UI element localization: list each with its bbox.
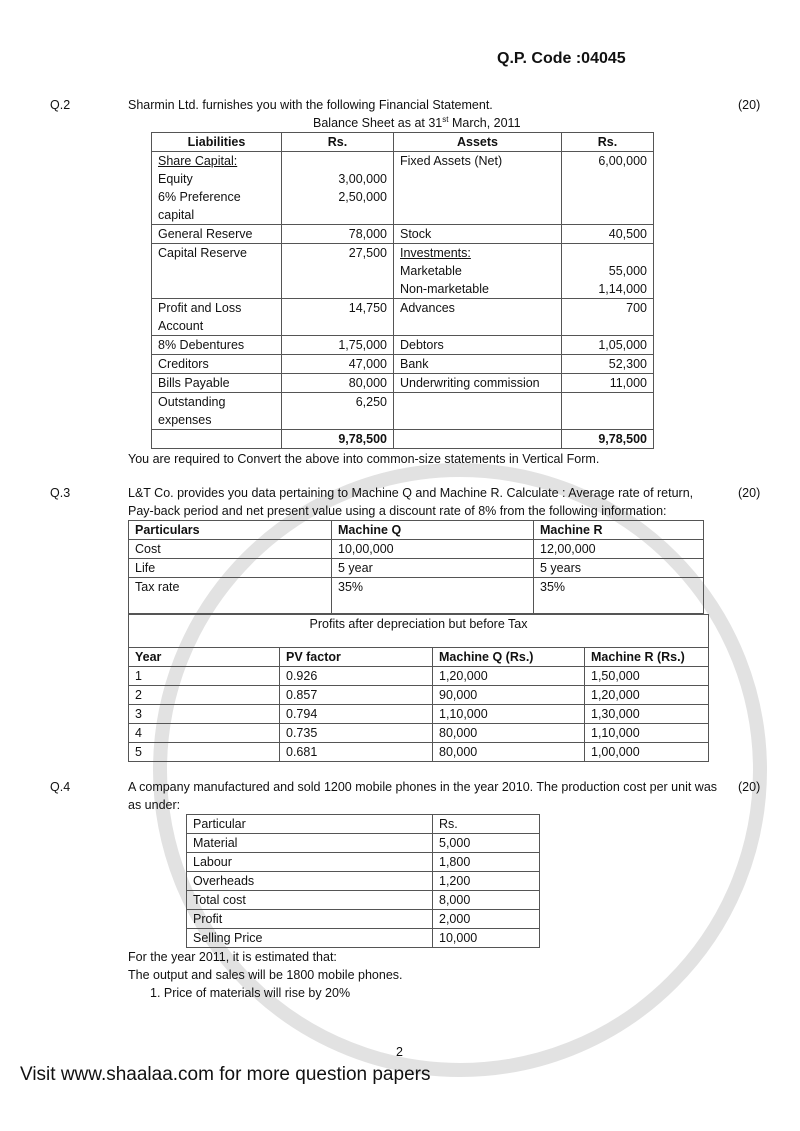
table-row [152, 244, 654, 299]
table-row [187, 815, 540, 834]
question-body [128, 484, 738, 762]
production-cost-table [186, 814, 540, 948]
qp-code: Q.P. Code :04045 [497, 50, 626, 67]
cell-line [400, 430, 555, 448]
instruction-text: You are required to Convert the above into common-size statements in Vertical Form. [128, 452, 600, 466]
table-cell: 0.857 [280, 686, 433, 705]
table-cell: 12,00,000 [534, 540, 704, 559]
table-cell [562, 152, 654, 225]
question-number: Q.4 [50, 780, 71, 794]
table-cell [562, 336, 654, 355]
table-cell [282, 299, 394, 336]
cell-line: 27,500 [348, 246, 387, 260]
cell-line: capital [158, 208, 195, 222]
table-cell: Tax rate [129, 578, 332, 614]
table-cell [152, 299, 282, 336]
cell-line: Underwriting commission [400, 376, 540, 390]
cell-line: Profit and Loss [158, 301, 242, 315]
table-cell: 1,00,000 [585, 743, 709, 762]
table-row [187, 929, 540, 948]
header-cell: Year [129, 648, 280, 667]
table-row [152, 152, 654, 225]
table-cell [562, 299, 654, 336]
cell-line: Share Capital: [158, 154, 238, 168]
cell-line: 6,250 [355, 395, 387, 409]
table-header-row [152, 133, 654, 152]
cell-line: expenses [158, 413, 212, 427]
question-number: Q.3 [50, 486, 71, 500]
cell-line: Marketable [400, 264, 462, 278]
cell-line: 9,78,500 [598, 432, 647, 446]
table-cell [152, 355, 282, 374]
question-2 [50, 96, 780, 468]
table-row [129, 540, 704, 559]
table-cell: 1,20,000 [585, 686, 709, 705]
header-cell: PV factor [280, 648, 433, 667]
cell-line: Investments: [400, 246, 471, 260]
question-4 [50, 778, 780, 1002]
cell-line: 78,000 [348, 227, 387, 241]
table-cell [152, 152, 282, 225]
cell-line: Equity [158, 172, 193, 186]
header-cell: Rs. [433, 815, 540, 834]
table-row [129, 686, 709, 705]
table-cell: Labour [187, 853, 433, 872]
cell-line: 80,000 [348, 376, 387, 390]
cell-line: Stock [400, 227, 432, 241]
cell-line: 3,00,000 [338, 172, 387, 186]
table-row [152, 336, 654, 355]
table-row [152, 430, 654, 449]
table-cell [152, 244, 282, 299]
table-row [187, 872, 540, 891]
cell-line [568, 244, 647, 262]
table-cell: 3 [129, 705, 280, 724]
cell-line: Account [158, 319, 204, 333]
estimate-output: The output and sales will be 1800 mobile phones. [128, 968, 403, 982]
table-row [129, 743, 709, 762]
table-row [152, 299, 654, 336]
table-cell: 0.926 [280, 667, 433, 686]
cell-line: 1,05,000 [598, 338, 647, 352]
profits-table [128, 614, 709, 762]
table-cell: 2,000 [433, 910, 540, 929]
table-row [187, 853, 540, 872]
table-cell [394, 225, 562, 244]
table-cell [394, 374, 562, 393]
table-row [129, 578, 704, 614]
table-cell [282, 355, 394, 374]
table-cell: 0.681 [280, 743, 433, 762]
table-cell: Material [187, 834, 433, 853]
table-row [187, 834, 540, 853]
table-row [152, 393, 654, 430]
header-cell: Rs. [282, 133, 394, 152]
table-cell: Life [129, 559, 332, 578]
header-cell: Liabilities [152, 133, 282, 152]
table-cell [282, 374, 394, 393]
table-cell: 1,10,000 [585, 724, 709, 743]
question-body [128, 778, 738, 1002]
table-cell: 1,800 [433, 853, 540, 872]
header-cell: Assets [394, 133, 562, 152]
question-body [128, 96, 738, 468]
cell-line: Non-marketable [400, 282, 489, 296]
table-cell [562, 393, 654, 430]
cell-line: Advances [400, 301, 455, 315]
table-cell [282, 225, 394, 244]
questions-flow [50, 96, 780, 1002]
table-cell [562, 374, 654, 393]
table-cell [152, 225, 282, 244]
table-cell: 35% [332, 578, 534, 614]
table-cell [282, 336, 394, 355]
cell-line: 52,300 [608, 357, 647, 371]
question-marks: (20) [738, 98, 761, 112]
table-cell: Total cost [187, 891, 433, 910]
table-row [129, 724, 709, 743]
cell-line: 1,75,000 [338, 338, 387, 352]
cell-line: 8% Debentures [158, 338, 245, 352]
table-cell [394, 244, 562, 299]
table-cell [152, 430, 282, 449]
table-cell: 10,00,000 [332, 540, 534, 559]
table-cell [282, 430, 394, 449]
table-row [129, 648, 709, 667]
table-cell [394, 430, 562, 449]
header-cell: Machine Q [332, 521, 534, 540]
table-row [129, 705, 709, 724]
estimate-intro: For the year 2011, it is estimated that: [128, 950, 337, 964]
table-cell [394, 299, 562, 336]
cell-line: Outstanding [158, 395, 226, 409]
cell-line [288, 152, 387, 170]
table-row [152, 355, 654, 374]
cell-line: 6% Preference [158, 190, 241, 204]
cell-line: Fixed Assets (Net) [400, 154, 503, 168]
table-cell: Selling Price [187, 929, 433, 948]
profits-table-title: Profits after depreciation but before Tax [129, 615, 709, 648]
cell-line: Bills Payable [158, 376, 230, 390]
table-cell: 5 years [534, 559, 704, 578]
table-cell: 1 [129, 667, 280, 686]
table-cell: Profit [187, 910, 433, 929]
table-cell [562, 430, 654, 449]
table-cell [394, 152, 562, 225]
table-cell: 1,50,000 [585, 667, 709, 686]
table-cell [282, 393, 394, 430]
table-cell [152, 393, 282, 430]
estimate-list-item: 1. Price of materials will rise by 20% [150, 986, 351, 1000]
table-row [187, 910, 540, 929]
table-row [187, 891, 540, 910]
cell-line: 55,000 [608, 264, 647, 278]
question-text: L&T Co. provides you data pertaining to Machine Q and Machine R. Calculate : Average rate of return, Pay-back period and net present value using a discount rate of 8% from the following information: [128, 486, 694, 518]
cell-line: 47,000 [348, 357, 387, 371]
header-cell: Machine R (Rs.) [585, 648, 709, 667]
table-cell: 35% [534, 578, 704, 614]
table-cell: 8,000 [433, 891, 540, 910]
cell-line: 40,500 [608, 227, 647, 241]
footer-link-text: Visit www.shaalaa.com for more question papers [20, 1064, 431, 1085]
table-cell [282, 244, 394, 299]
question-3 [50, 484, 780, 762]
cell-line: 14,750 [348, 301, 387, 315]
table-cell [394, 393, 562, 430]
header-cell: Rs. [562, 133, 654, 152]
cell-line: 1,14,000 [598, 282, 647, 296]
header-cell: Machine R [534, 521, 704, 540]
table-cell [394, 355, 562, 374]
table-cell: 2 [129, 686, 280, 705]
table-row [129, 521, 704, 540]
table-cell [562, 244, 654, 299]
table-cell: 0.794 [280, 705, 433, 724]
cell-line: 2,50,000 [338, 190, 387, 204]
table-cell: 1,20,000 [433, 667, 585, 686]
table-cell: 10,000 [433, 929, 540, 948]
cell-line: Bank [400, 357, 429, 371]
header-cell: Particulars [129, 521, 332, 540]
header-cell: Particular [187, 815, 433, 834]
balance-sheet-caption: Balance Sheet as at 31st March, 2011 [313, 114, 521, 130]
cell-line: 700 [626, 301, 647, 315]
table-cell: 80,000 [433, 724, 585, 743]
table-cell: 80,000 [433, 743, 585, 762]
cell-line: Creditors [158, 357, 209, 371]
page-number: 2 [396, 1045, 403, 1059]
question-marks: (20) [738, 486, 761, 500]
table-cell [394, 336, 562, 355]
cell-line: 6,00,000 [598, 154, 647, 168]
table-cell [282, 152, 394, 225]
table-cell: 5,000 [433, 834, 540, 853]
table-cell: 1,30,000 [585, 705, 709, 724]
table-cell [562, 355, 654, 374]
table-cell: 1,200 [433, 872, 540, 891]
table-cell: 1,10,000 [433, 705, 585, 724]
question-number: Q.2 [50, 98, 71, 112]
question-text: A company manufactured and sold 1200 mobile phones in the year 2010. The production cost per unit was as under: [128, 780, 718, 812]
cell-line: 11,000 [609, 376, 647, 390]
table-cell: 90,000 [433, 686, 585, 705]
cell-line: 9,78,500 [338, 432, 387, 446]
table-cell: Cost [129, 540, 332, 559]
cell-line [158, 430, 275, 448]
cell-line: Capital Reserve [158, 246, 247, 260]
cell-line: Debtors [400, 338, 444, 352]
question-marks: (20) [738, 780, 761, 794]
cell-line [400, 393, 555, 411]
table-row [129, 667, 709, 686]
table-row [152, 225, 654, 244]
table-cell: 0.735 [280, 724, 433, 743]
table-cell: 4 [129, 724, 280, 743]
table-cell [152, 374, 282, 393]
table-cell: 5 year [332, 559, 534, 578]
cell-line [568, 393, 647, 411]
table-cell: Overheads [187, 872, 433, 891]
table-cell [562, 225, 654, 244]
table-cell [152, 336, 282, 355]
machine-particulars-table [128, 520, 704, 614]
question-text: Sharmin Ltd. furnishes you with the following Financial Statement. [128, 98, 493, 112]
cell-line: General Reserve [158, 227, 253, 241]
header-cell: Machine Q (Rs.) [433, 648, 585, 667]
balance-sheet-table [151, 132, 654, 449]
table-row [129, 559, 704, 578]
table-row [152, 374, 654, 393]
table-cell: 5 [129, 743, 280, 762]
